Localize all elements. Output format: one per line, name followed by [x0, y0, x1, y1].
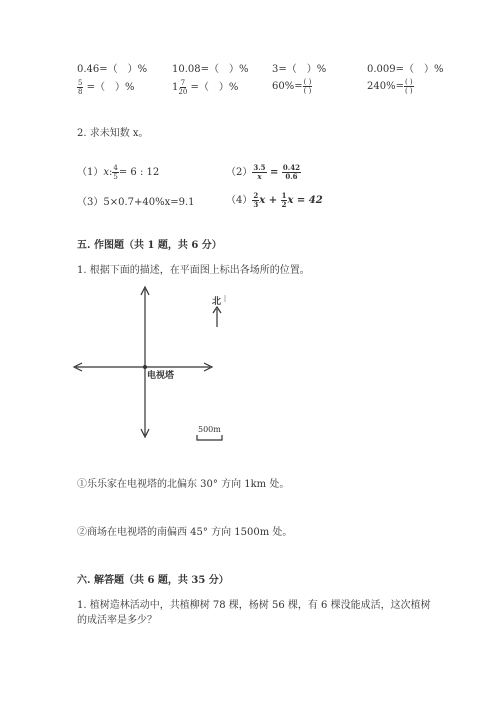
section-6-q1-line2: 的成活率是多少？ [77, 615, 157, 626]
scale-label: 500m [198, 425, 221, 434]
section-6-heading: 六. 解答题（共 6 题，共 35 分） [77, 575, 229, 586]
map-item-2: ②商场在电视塔的南偏西 45° 方向 1500m 处。 [77, 527, 293, 538]
section-5-heading: 五. 作图题（共 1 题，共 6 分） [77, 240, 222, 251]
conversion-1: 0.46=（ ）% [77, 64, 148, 75]
question-2-title: 2. 求未知数 x。 [77, 128, 149, 139]
equation-3: （3）5×0.7+40%x=9.1 [77, 197, 195, 208]
tv-tower-point [143, 365, 147, 369]
equation-1: （1）x: $\frac{4}{5}$ = 6 : 12 [77, 164, 160, 181]
conversion-2: 10.08=（ ）% [172, 64, 249, 75]
map-item-1: ①乐乐家在电视塔的北偏东 30° 方向 1km 处。 [77, 479, 290, 490]
conversion-6: 1 $\frac{7}{20}$ =（ ）% [172, 79, 239, 96]
map-diagram[interactable] [70, 285, 240, 445]
tv-tower-label: 电视塔 [147, 371, 175, 381]
equation-4: （4） $\frac{2}{3}$ x + $\frac{1}{2}$ x = 42 [226, 191, 323, 209]
north-label: 北 [212, 297, 222, 307]
section-6-q1-line1: 1. 植树造林活动中，共植柳树 78 棵，杨树 56 棵，有 6 棵没能成活，这次植树 [77, 600, 431, 611]
conversion-5: $\frac{5}{8}$ =（ ）% [78, 79, 135, 96]
conversion-8: 240%= $\frac{( )}{( )}$ [367, 78, 413, 95]
scale-bar [197, 435, 222, 440]
section-5-question: 1. 根据下面的描述，在平面图上标出各场所的位置。 [77, 265, 310, 276]
conversion-7: 60%= $\frac{( )}{( )}$ [272, 78, 312, 95]
equation-2: （2） $\frac{3.5}{x}$ = $\frac{0.42}{0.6}$ [226, 163, 300, 181]
conversion-3: 3=（ ）% [272, 64, 327, 75]
conversion-4: 0.009=（ ）% [367, 64, 444, 75]
